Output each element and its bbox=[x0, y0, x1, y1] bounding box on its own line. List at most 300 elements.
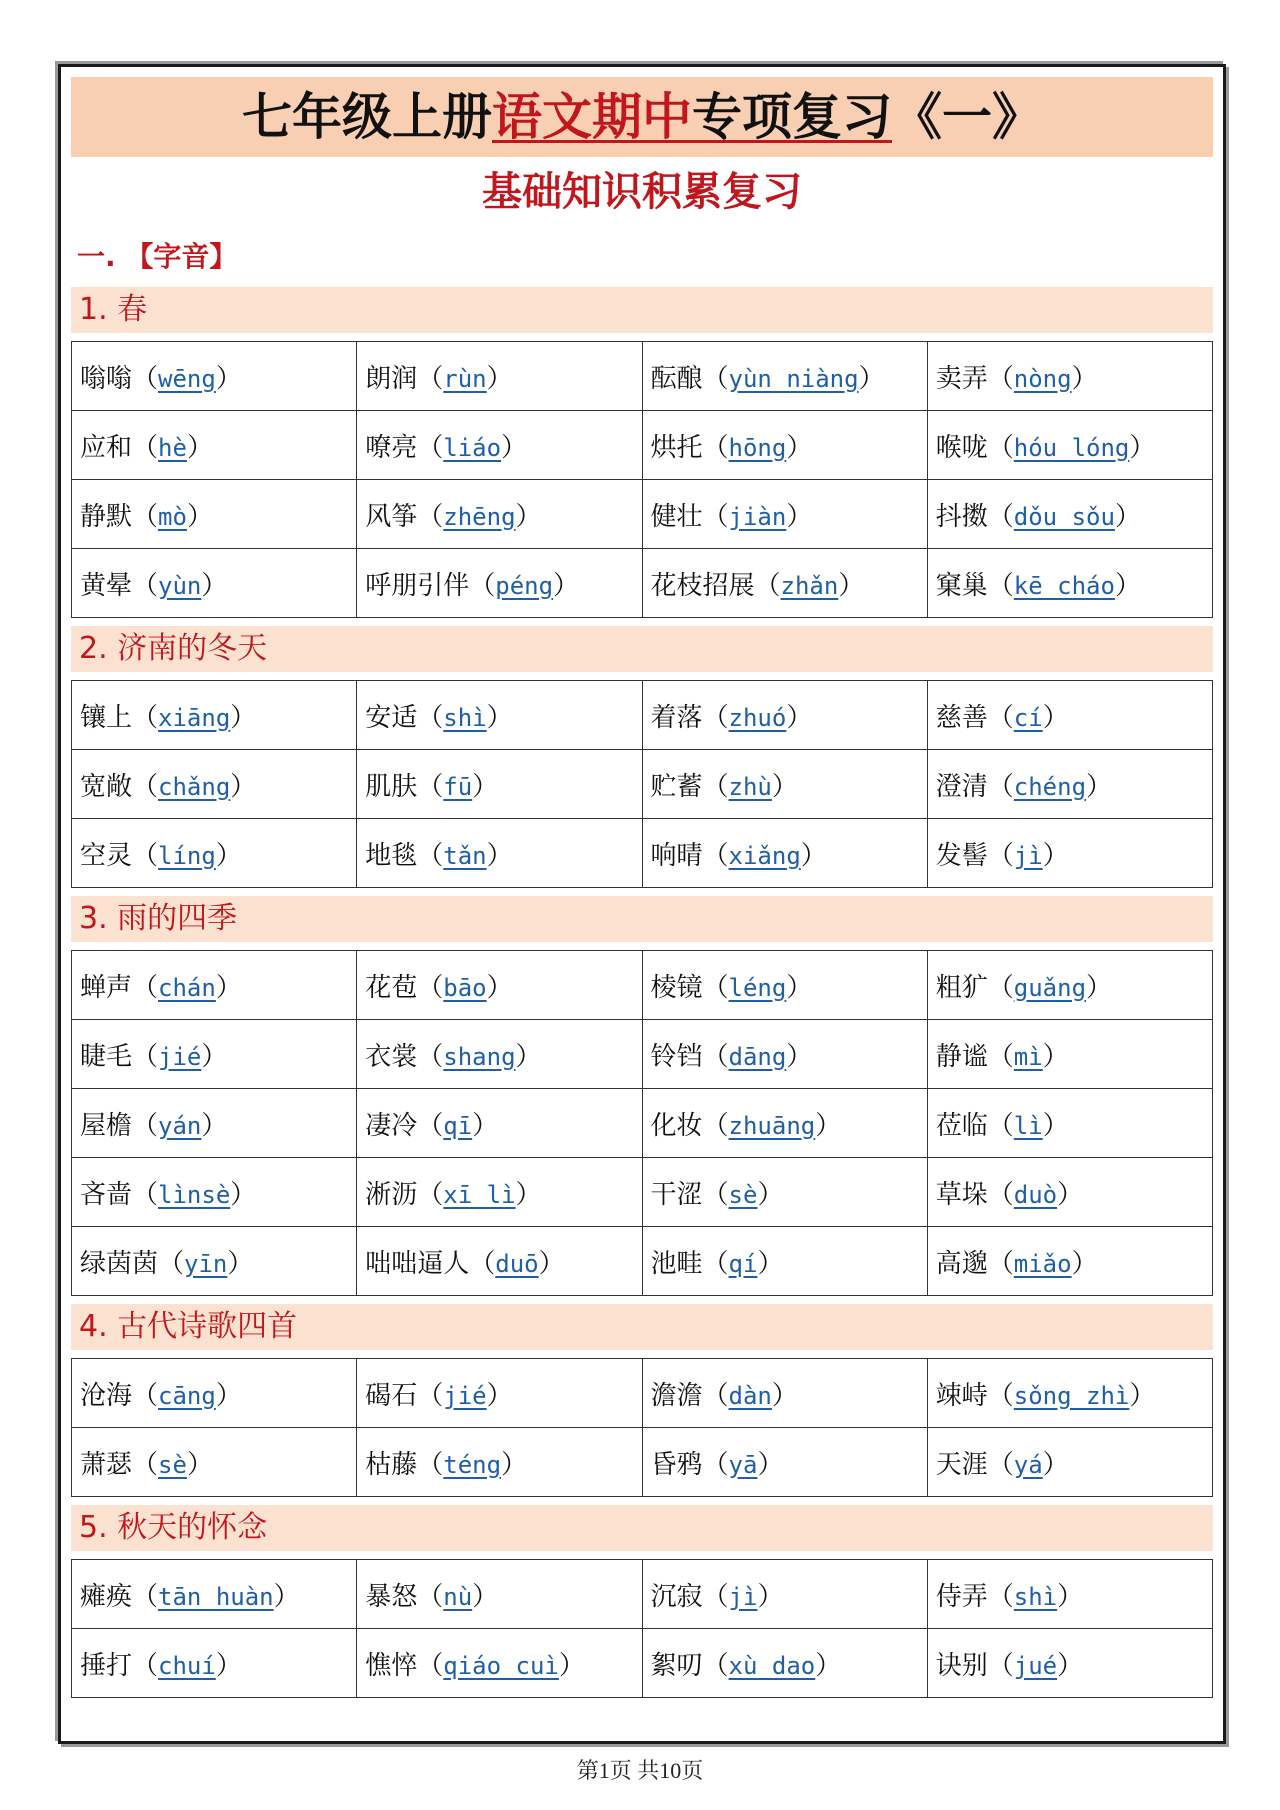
close-paren: ） bbox=[1042, 840, 1069, 871]
pinyin-text: xiāng bbox=[158, 703, 231, 732]
close-paren: ） bbox=[757, 1449, 784, 1480]
open-paren: （ bbox=[702, 840, 729, 871]
word-text: 竦峙 bbox=[935, 1380, 988, 1411]
word-cell bbox=[72, 1428, 357, 1497]
pinyin-text: jì bbox=[1013, 841, 1043, 870]
word-cell bbox=[642, 681, 927, 750]
close-paren: ） bbox=[815, 1110, 842, 1141]
pinyin-text: nòng bbox=[1013, 364, 1072, 393]
close-paren: ） bbox=[1114, 501, 1141, 532]
open-paren: （ bbox=[417, 771, 444, 802]
close-paren: ） bbox=[1042, 1041, 1069, 1072]
pinyin-text: líng bbox=[158, 841, 216, 870]
pinyin-text: kē cháo bbox=[1013, 571, 1115, 600]
word-text: 抖擞 bbox=[935, 501, 988, 532]
word-text: 昏鸦 bbox=[650, 1449, 703, 1480]
word-text: 镶上 bbox=[80, 702, 133, 733]
open-paren: （ bbox=[754, 570, 781, 601]
close-paren: ） bbox=[786, 1041, 813, 1072]
close-paren: ） bbox=[472, 1110, 499, 1141]
pinyin-text: nù bbox=[443, 1582, 473, 1611]
word-cell bbox=[357, 1020, 642, 1089]
word-cell bbox=[642, 549, 927, 618]
word-cell bbox=[927, 342, 1212, 411]
word-cell bbox=[927, 1158, 1212, 1227]
table-row bbox=[72, 1089, 1213, 1158]
title-part2: 专项复习 bbox=[692, 88, 892, 146]
word-text: 枯藤 bbox=[365, 1449, 418, 1480]
open-paren: （ bbox=[417, 1110, 444, 1141]
word-cell bbox=[357, 549, 642, 618]
close-paren: ） bbox=[1086, 771, 1113, 802]
close-paren: ） bbox=[538, 1248, 565, 1279]
word-cell bbox=[72, 1158, 357, 1227]
word-text: 澹澹 bbox=[650, 1380, 703, 1411]
pinyin-text: qiáo cuì bbox=[443, 1651, 559, 1680]
title-part1: 七年级上册 bbox=[242, 88, 492, 146]
close-paren: ） bbox=[486, 702, 513, 733]
open-paren: （ bbox=[987, 570, 1014, 601]
word-cell bbox=[927, 480, 1212, 549]
close-paren: ） bbox=[800, 840, 827, 871]
close-paren: ） bbox=[1057, 1581, 1084, 1612]
open-paren: （ bbox=[702, 432, 729, 463]
word-cell bbox=[927, 1089, 1212, 1158]
open-paren: （ bbox=[158, 1248, 185, 1279]
word-text: 沉寂 bbox=[650, 1581, 703, 1612]
page-frame bbox=[58, 64, 1226, 1744]
pinyin-text: dāng bbox=[728, 1042, 787, 1071]
word-text: 花枝招展 bbox=[650, 570, 755, 601]
close-paren: ） bbox=[227, 1248, 254, 1279]
open-paren: （ bbox=[417, 1449, 444, 1480]
word-text: 铃铛 bbox=[650, 1041, 703, 1072]
open-paren: （ bbox=[417, 501, 444, 532]
open-paren: （ bbox=[702, 363, 729, 394]
word-text: 天涯 bbox=[935, 1449, 988, 1480]
open-paren: （ bbox=[132, 1179, 159, 1210]
pinyin-text: yùn bbox=[158, 571, 202, 600]
close-paren: ） bbox=[558, 1650, 585, 1681]
open-paren: （ bbox=[132, 972, 159, 1003]
word-text: 嗡嗡 bbox=[80, 363, 133, 394]
pinyin-text: xiǎng bbox=[728, 841, 801, 870]
word-cell bbox=[72, 951, 357, 1020]
table-row bbox=[72, 1227, 1213, 1296]
open-paren: （ bbox=[987, 771, 1014, 802]
pinyin-text: jì bbox=[728, 1582, 758, 1611]
open-paren: （ bbox=[987, 1449, 1014, 1480]
word-text: 喉咙 bbox=[935, 432, 988, 463]
close-paren: ） bbox=[486, 972, 513, 1003]
pinyin-text: sǒng zhì bbox=[1013, 1381, 1130, 1410]
close-paren: ） bbox=[215, 1650, 242, 1681]
word-cell bbox=[72, 1359, 357, 1428]
pinyin-text: zhēng bbox=[443, 502, 516, 531]
pinyin-text: qī bbox=[443, 1111, 473, 1140]
table-row bbox=[72, 1359, 1213, 1428]
close-paren: ） bbox=[838, 570, 865, 601]
open-paren: （ bbox=[987, 1179, 1014, 1210]
word-cell bbox=[642, 1359, 927, 1428]
close-paren: ） bbox=[186, 501, 213, 532]
close-paren: ） bbox=[472, 771, 499, 802]
table-row bbox=[72, 411, 1213, 480]
close-paren: ） bbox=[786, 702, 813, 733]
pinyin-text: léng bbox=[728, 973, 787, 1002]
pinyin-text: liáo bbox=[443, 433, 502, 462]
word-text: 高邈 bbox=[935, 1248, 988, 1279]
word-cell bbox=[927, 1428, 1212, 1497]
word-cell bbox=[927, 1629, 1212, 1698]
word-text: 咄咄逼人 bbox=[365, 1248, 470, 1279]
word-text: 烘托 bbox=[650, 432, 703, 463]
word-text: 着落 bbox=[650, 702, 703, 733]
open-paren: （ bbox=[132, 501, 159, 532]
word-cell bbox=[642, 819, 927, 888]
open-paren: （ bbox=[987, 702, 1014, 733]
lesson-heading: 1. 春 bbox=[71, 287, 1213, 333]
open-paren: （ bbox=[702, 1179, 729, 1210]
close-paren: ） bbox=[815, 1650, 842, 1681]
word-cell bbox=[927, 1227, 1212, 1296]
close-paren: ） bbox=[771, 771, 798, 802]
word-text: 静谧 bbox=[935, 1041, 988, 1072]
word-text: 澄清 bbox=[935, 771, 988, 802]
word-cell bbox=[642, 1158, 927, 1227]
close-paren: ） bbox=[1129, 1380, 1156, 1411]
close-paren: ） bbox=[230, 771, 257, 802]
close-paren: ） bbox=[501, 1449, 528, 1480]
open-paren: （ bbox=[417, 702, 444, 733]
close-paren: ） bbox=[186, 1449, 213, 1480]
close-paren: ） bbox=[201, 1110, 228, 1141]
close-paren: ） bbox=[515, 501, 542, 532]
word-table bbox=[71, 950, 1213, 1296]
page-footer: 第1页 共10页 bbox=[576, 1758, 704, 1783]
open-paren: （ bbox=[417, 1581, 444, 1612]
word-text: 衣裳 bbox=[365, 1041, 418, 1072]
close-paren: ） bbox=[486, 840, 513, 871]
pinyin-text: dàn bbox=[728, 1381, 772, 1410]
open-paren: （ bbox=[702, 771, 729, 802]
word-text: 沧海 bbox=[80, 1380, 133, 1411]
pinyin-text: tān huàn bbox=[158, 1582, 274, 1611]
lesson-heading: 2. 济南的冬天 bbox=[71, 626, 1213, 672]
open-paren: （ bbox=[417, 363, 444, 394]
open-paren: （ bbox=[417, 1650, 444, 1681]
open-paren: （ bbox=[417, 1041, 444, 1072]
close-paren: ） bbox=[786, 432, 813, 463]
word-text: 碣石 bbox=[365, 1380, 418, 1411]
pinyin-text: yīn bbox=[184, 1249, 228, 1278]
word-cell bbox=[642, 342, 927, 411]
word-text: 风筝 bbox=[365, 501, 418, 532]
word-cell bbox=[642, 1227, 927, 1296]
word-cell bbox=[72, 1629, 357, 1698]
word-cell bbox=[72, 681, 357, 750]
open-paren: （ bbox=[417, 432, 444, 463]
open-paren: （ bbox=[987, 1380, 1014, 1411]
word-text: 萧瑟 bbox=[80, 1449, 133, 1480]
word-cell bbox=[927, 1359, 1212, 1428]
open-paren: （ bbox=[987, 432, 1014, 463]
open-paren: （ bbox=[987, 1650, 1014, 1681]
open-paren: （ bbox=[132, 1041, 159, 1072]
pinyin-text: tǎn bbox=[443, 841, 487, 870]
close-paren: ） bbox=[1129, 432, 1156, 463]
word-text: 瘫痪 bbox=[80, 1581, 133, 1612]
pinyin-text: yùn niàng bbox=[728, 364, 859, 393]
close-paren: ） bbox=[553, 570, 580, 601]
word-cell bbox=[357, 819, 642, 888]
word-cell bbox=[642, 1560, 927, 1629]
pinyin-text: zhù bbox=[728, 772, 772, 801]
title-part3: 《一》 bbox=[892, 88, 1042, 146]
word-cell bbox=[642, 1629, 927, 1698]
word-cell bbox=[357, 1158, 642, 1227]
open-paren: （ bbox=[132, 702, 159, 733]
pinyin-text: zhuó bbox=[728, 703, 787, 732]
open-paren: （ bbox=[702, 702, 729, 733]
close-paren: ） bbox=[215, 1380, 242, 1411]
close-paren: ） bbox=[1057, 1650, 1084, 1681]
word-text: 蝉声 bbox=[80, 972, 133, 1003]
close-paren: ） bbox=[858, 363, 885, 394]
word-text: 贮蓄 bbox=[650, 771, 703, 802]
open-paren: （ bbox=[987, 1581, 1014, 1612]
word-text: 睫毛 bbox=[80, 1041, 133, 1072]
pinyin-text: bāo bbox=[443, 973, 487, 1002]
pinyin-text: shì bbox=[1013, 1582, 1058, 1611]
word-table bbox=[71, 680, 1213, 888]
word-cell bbox=[642, 411, 927, 480]
open-paren: （ bbox=[702, 1248, 729, 1279]
close-paren: ） bbox=[515, 1179, 542, 1210]
pinyin-text: chéng bbox=[1013, 772, 1087, 801]
pinyin-text: zhuāng bbox=[728, 1111, 816, 1140]
pinyin-text: mò bbox=[158, 502, 187, 531]
word-table bbox=[71, 1559, 1213, 1698]
table-row bbox=[72, 1158, 1213, 1227]
pinyin-text: téng bbox=[443, 1450, 502, 1479]
word-text: 花苞 bbox=[365, 972, 418, 1003]
word-text: 安适 bbox=[365, 702, 418, 733]
word-cell bbox=[357, 342, 642, 411]
pinyin-text: yá bbox=[1013, 1450, 1043, 1479]
close-paren: ） bbox=[273, 1581, 300, 1612]
word-text: 凄冷 bbox=[365, 1110, 418, 1141]
pinyin-text: sè bbox=[158, 1450, 187, 1479]
pinyin-text: xù dao bbox=[728, 1651, 816, 1680]
word-text: 绿茵茵 bbox=[80, 1248, 159, 1279]
word-text: 发髻 bbox=[935, 840, 988, 871]
close-paren: ） bbox=[186, 432, 213, 463]
word-cell bbox=[72, 480, 357, 549]
word-text: 草垛 bbox=[935, 1179, 988, 1210]
close-paren: ） bbox=[501, 432, 528, 463]
pinyin-text: hōng bbox=[728, 433, 787, 462]
pinyin-text: sè bbox=[728, 1180, 758, 1209]
word-cell bbox=[927, 411, 1212, 480]
word-text: 慈善 bbox=[935, 702, 988, 733]
close-paren: ） bbox=[230, 1179, 257, 1210]
close-paren: ） bbox=[786, 972, 813, 1003]
close-paren: ） bbox=[1114, 570, 1141, 601]
pinyin-text: duò bbox=[1013, 1180, 1058, 1209]
word-text: 捶打 bbox=[80, 1650, 133, 1681]
word-text: 空灵 bbox=[80, 840, 133, 871]
open-paren: （ bbox=[702, 1110, 729, 1141]
pinyin-text: wēng bbox=[158, 364, 216, 393]
word-cell bbox=[72, 1227, 357, 1296]
open-paren: （ bbox=[702, 1380, 729, 1411]
open-paren: （ bbox=[132, 1110, 159, 1141]
close-paren: ） bbox=[515, 1041, 542, 1072]
word-cell bbox=[642, 1089, 927, 1158]
open-paren: （ bbox=[132, 570, 159, 601]
open-paren: （ bbox=[702, 1581, 729, 1612]
word-cell bbox=[72, 750, 357, 819]
table-row bbox=[72, 549, 1213, 618]
pinyin-text: cí bbox=[1013, 703, 1043, 732]
open-paren: （ bbox=[132, 840, 159, 871]
word-cell bbox=[72, 549, 357, 618]
close-paren: ） bbox=[472, 1581, 499, 1612]
word-text: 呼朋引伴 bbox=[365, 570, 470, 601]
pinyin-text: duō bbox=[495, 1249, 539, 1278]
word-cell bbox=[927, 750, 1212, 819]
word-cell bbox=[642, 951, 927, 1020]
open-paren: （ bbox=[702, 1650, 729, 1681]
word-cell bbox=[642, 1428, 927, 1497]
close-paren: ） bbox=[215, 972, 242, 1003]
table-row bbox=[72, 951, 1213, 1020]
close-paren: ） bbox=[1071, 1248, 1098, 1279]
close-paren: ） bbox=[786, 501, 813, 532]
open-paren: （ bbox=[987, 501, 1014, 532]
pinyin-text: shì bbox=[443, 703, 487, 732]
table-row bbox=[72, 750, 1213, 819]
open-paren: （ bbox=[132, 432, 159, 463]
word-cell bbox=[72, 819, 357, 888]
close-paren: ） bbox=[1042, 1110, 1069, 1141]
open-paren: （ bbox=[469, 570, 496, 601]
table-row bbox=[72, 681, 1213, 750]
word-text: 宽敞 bbox=[80, 771, 133, 802]
close-paren: ） bbox=[1042, 702, 1069, 733]
word-text: 絮叨 bbox=[650, 1650, 703, 1681]
word-cell bbox=[357, 1629, 642, 1698]
pinyin-text: jué bbox=[1013, 1651, 1058, 1680]
pinyin-text: yā bbox=[728, 1450, 758, 1479]
close-paren: ） bbox=[215, 363, 242, 394]
word-text: 黄晕 bbox=[80, 570, 133, 601]
table-row bbox=[72, 1428, 1213, 1497]
open-paren: （ bbox=[132, 363, 159, 394]
lesson-heading: 5. 秋天的怀念 bbox=[71, 1505, 1213, 1551]
open-paren: （ bbox=[702, 1041, 729, 1072]
word-text: 诀别 bbox=[935, 1650, 988, 1681]
table-row bbox=[72, 1560, 1213, 1629]
pinyin-text: miǎo bbox=[1013, 1249, 1072, 1278]
pinyin-text: qí bbox=[728, 1249, 758, 1278]
word-text: 吝啬 bbox=[80, 1179, 133, 1210]
lesson-heading: 3. 雨的四季 bbox=[71, 896, 1213, 942]
pinyin-text: jiàn bbox=[728, 502, 787, 531]
word-cell bbox=[72, 411, 357, 480]
pinyin-text: zhǎn bbox=[780, 571, 839, 600]
close-paren: ） bbox=[757, 1581, 784, 1612]
pinyin-text: fū bbox=[443, 772, 473, 801]
open-paren: （ bbox=[132, 1581, 159, 1612]
word-text: 淅沥 bbox=[365, 1179, 418, 1210]
open-paren: （ bbox=[469, 1248, 496, 1279]
pinyin-text: jié bbox=[158, 1042, 202, 1071]
word-cell bbox=[927, 549, 1212, 618]
close-paren: ） bbox=[486, 1380, 513, 1411]
close-paren: ） bbox=[771, 1380, 798, 1411]
close-paren: ） bbox=[215, 840, 242, 871]
pinyin-text: chǎng bbox=[158, 772, 231, 801]
word-table bbox=[71, 1358, 1213, 1497]
open-paren: （ bbox=[702, 1449, 729, 1480]
word-text: 池畦 bbox=[650, 1248, 703, 1279]
open-paren: （ bbox=[987, 840, 1014, 871]
pinyin-text: yán bbox=[158, 1111, 202, 1140]
pinyin-text: guǎng bbox=[1013, 973, 1087, 1002]
word-text: 健壮 bbox=[650, 501, 703, 532]
word-text: 响晴 bbox=[650, 840, 703, 871]
close-paren: ） bbox=[757, 1248, 784, 1279]
word-cell bbox=[357, 480, 642, 549]
close-paren: ） bbox=[486, 363, 513, 394]
word-text: 粗犷 bbox=[935, 972, 988, 1003]
word-text: 地毯 bbox=[365, 840, 418, 871]
word-cell bbox=[357, 1560, 642, 1629]
word-text: 嘹亮 bbox=[365, 432, 418, 463]
table-row bbox=[72, 1020, 1213, 1089]
word-cell bbox=[357, 411, 642, 480]
word-cell bbox=[642, 1020, 927, 1089]
pinyin-text: hóu lóng bbox=[1013, 433, 1130, 462]
pinyin-text: shang bbox=[443, 1042, 516, 1071]
open-paren: （ bbox=[702, 501, 729, 532]
open-paren: （ bbox=[987, 972, 1014, 1003]
open-paren: （ bbox=[987, 1110, 1014, 1141]
word-text: 化妆 bbox=[650, 1110, 703, 1141]
open-paren: （ bbox=[987, 363, 1014, 394]
table-row bbox=[72, 1629, 1213, 1698]
open-paren: （ bbox=[987, 1248, 1014, 1279]
pinyin-text: péng bbox=[495, 571, 554, 600]
word-text: 屋檐 bbox=[80, 1110, 133, 1141]
open-paren: （ bbox=[987, 1041, 1014, 1072]
word-cell bbox=[927, 819, 1212, 888]
word-cell bbox=[357, 1428, 642, 1497]
open-paren: （ bbox=[132, 1380, 159, 1411]
word-cell bbox=[72, 1560, 357, 1629]
page-title bbox=[71, 77, 1213, 157]
word-text: 朗润 bbox=[365, 363, 418, 394]
word-text: 肌肤 bbox=[365, 771, 418, 802]
word-cell bbox=[927, 1020, 1212, 1089]
pinyin-text: chuí bbox=[158, 1651, 216, 1680]
open-paren: （ bbox=[417, 972, 444, 1003]
pinyin-text: xī lì bbox=[443, 1180, 516, 1209]
word-cell bbox=[927, 951, 1212, 1020]
pinyin-text: dǒu sǒu bbox=[1013, 502, 1115, 531]
